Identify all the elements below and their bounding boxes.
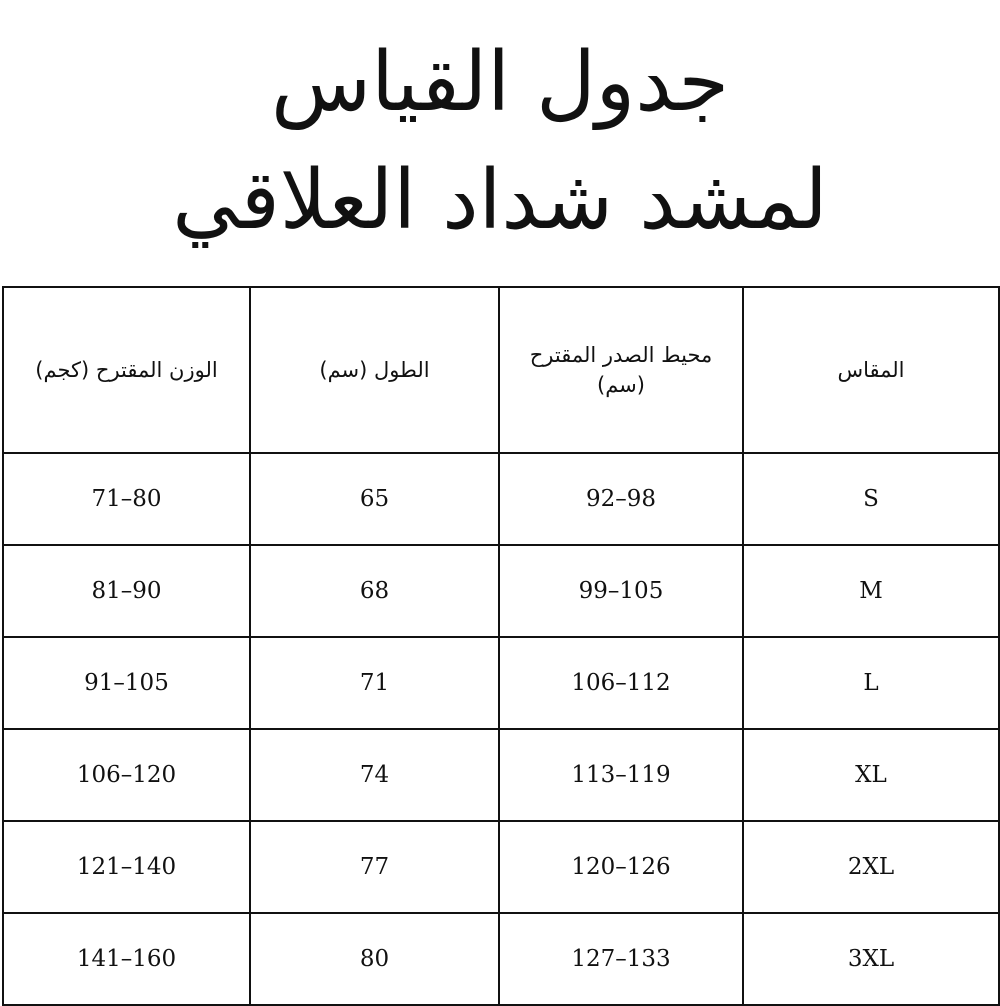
cell-size-value: XL: [855, 762, 887, 788]
cell-size: [743, 545, 999, 637]
cell-weight: [3, 913, 250, 1005]
cell-weight-value: 71–80: [91, 486, 162, 512]
cell-length-value: 71: [359, 670, 390, 696]
cell-length: [250, 637, 499, 729]
cell-chest: [499, 453, 743, 545]
cell-length: [250, 545, 499, 637]
cell-size: [743, 453, 999, 545]
table-row: [3, 545, 999, 637]
cell-chest-value: 113–119: [571, 762, 671, 788]
cell-chest-value: 106–112: [571, 670, 671, 696]
cell-weight: [3, 729, 250, 821]
cell-size: [743, 729, 999, 821]
header-weight: الوزن المقترح (كجم): [3, 287, 250, 453]
cell-weight: [3, 453, 250, 545]
cell-size-value: 3XL: [847, 946, 895, 972]
cell-length-value: 74: [359, 762, 390, 788]
cell-weight-value: 121–140: [76, 854, 177, 880]
cell-weight: [3, 821, 250, 913]
table-row: [3, 637, 999, 729]
table-row: [3, 913, 999, 1005]
cell-chest-value: 127–133: [571, 946, 671, 972]
cell-size: [743, 913, 999, 1005]
size-chart-table: [2, 286, 1000, 1006]
cell-size-value: L: [863, 670, 879, 696]
page-subtitle: لمشد شداد العلاقي: [172, 153, 828, 248]
cell-length-value: 77: [359, 854, 390, 880]
cell-chest: [499, 729, 743, 821]
cell-length: [250, 821, 499, 913]
table-row: [3, 729, 999, 821]
cell-length-value: 68: [359, 578, 390, 604]
cell-length-value: 80: [359, 946, 390, 972]
cell-length: [250, 913, 499, 1005]
cell-weight: [3, 637, 250, 729]
cell-chest: [499, 637, 743, 729]
cell-weight-value: 141–160: [76, 946, 177, 972]
table-row: [3, 453, 999, 545]
cell-size: [743, 821, 999, 913]
table-row: [3, 821, 999, 913]
cell-length: [250, 453, 499, 545]
header-chest: محيط الصدر المقترح (سم): [499, 287, 743, 453]
cell-weight: [3, 545, 250, 637]
cell-chest: [499, 545, 743, 637]
table-header-row: [3, 287, 999, 453]
cell-chest: [499, 821, 743, 913]
cell-chest: [499, 913, 743, 1005]
cell-size-value: M: [859, 578, 883, 604]
cell-chest-value: 120–126: [571, 854, 671, 880]
cell-weight-value: 91–105: [84, 670, 169, 696]
cell-size-value: 2XL: [847, 854, 895, 880]
cell-weight-value: 81–90: [91, 578, 162, 604]
header-length: الطول (سم): [250, 287, 499, 453]
cell-chest-value: 92–98: [585, 486, 657, 512]
cell-chest-value: 99–105: [578, 578, 664, 604]
cell-size-value: S: [863, 486, 879, 512]
cell-length-value: 65: [359, 486, 390, 512]
cell-weight-value: 106–120: [76, 762, 177, 788]
header-size: المقاس: [743, 287, 999, 453]
cell-size: [743, 637, 999, 729]
cell-length: [250, 729, 499, 821]
page-title: جدول القياس: [270, 35, 730, 130]
